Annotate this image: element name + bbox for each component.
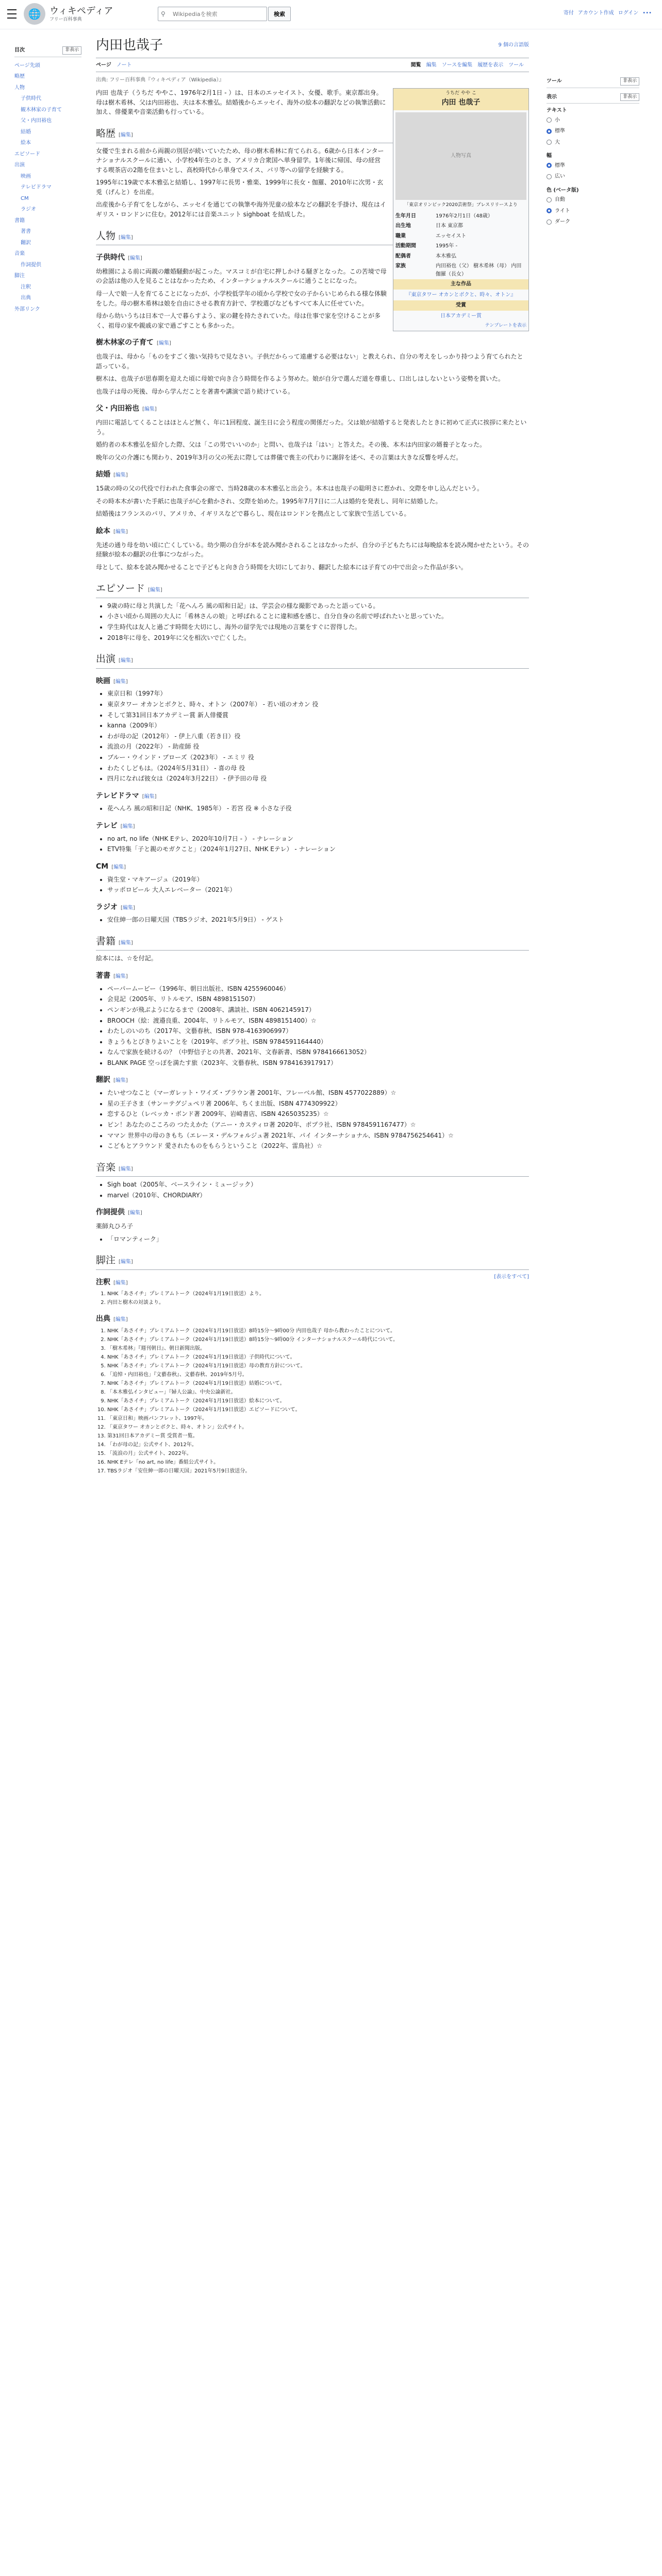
paragraph: 1995年に19歳で本木雅弘と結婚し、1997年に長男・雅楽、1999年に長女・伽羅、2010年に次男・玄兎（げんと）を出産。 xyxy=(96,179,384,196)
section-heading xyxy=(96,791,529,802)
toc-item[interactable]: エピソード xyxy=(14,151,40,157)
list-item: • BLANK PAGE 空っぽを満たす旅（2023年、文藝春秋、ISBN 9784163917917） xyxy=(107,1058,529,1068)
edit-label[interactable]: 編集 xyxy=(120,1166,131,1172)
edit-link[interactable]: [編集] xyxy=(120,823,135,829)
reference-item: 9. NHK「あさイチ」プレミアムトーク（2024年1月19日放送）絵本について。 xyxy=(107,1397,529,1405)
edit-label[interactable]: 編集 xyxy=(144,793,155,800)
reference-list xyxy=(96,1327,529,1475)
section-title: 翻訳 xyxy=(96,1076,110,1084)
paragraph: 女優で生まれる前から両親の別居が続いていたため、母の樹木希林に育てられる。6歳から日本インターナショナルスクールに通い、小学校4年生のとき、アメリカ合衆国へ単身留学。1年後に帰国、母の経営する喫茶店の2階を住まいとし、高校時代から単身でスイス、パリ等への留学を経験する。 xyxy=(96,147,384,174)
paragraph: 15歳の時の父の代役で行われた食事会の席で、当時28歳の本木雅弘と出会う。本木は也哉子の聡明さに惹かれ、交際を申し込んだという。 xyxy=(96,485,484,493)
section-heading xyxy=(96,403,529,415)
reference-item: 17. TBSラジオ「安住紳一郎の日曜天国」2021年5月9日放送分。 xyxy=(107,1467,529,1475)
tab[interactable]: ノート xyxy=(116,62,132,69)
section-title: 脚注 xyxy=(96,1255,116,1266)
list-item: • わたくしどもは。（2024年5月31日） - 喜の母 役 xyxy=(107,764,529,773)
list-item: • 星の王子さま（サン＝テグジュペリ著 2006年、ちくま出版、ISBN 4774309922） xyxy=(107,1099,529,1109)
infobox-table xyxy=(393,211,528,280)
radio-label: 広い xyxy=(555,174,565,179)
item-list xyxy=(96,804,529,814)
edit-label[interactable]: 編集 xyxy=(158,341,169,347)
from-line: 出典: フリー百科事典『ウィキペディア（Wikipedia）』 xyxy=(96,77,224,83)
section-title: テレビ xyxy=(96,821,118,830)
lyrics-artist: 薬師丸ひろ子 xyxy=(96,1223,134,1230)
section-title: エピソード xyxy=(96,583,145,595)
user-link[interactable]: 寄付 xyxy=(563,10,574,16)
infobox-value: エッセイスト xyxy=(436,233,467,239)
infobox xyxy=(393,88,529,331)
site-wordmark[interactable]: ウィキペディア xyxy=(49,6,113,16)
award-band: 受賞 xyxy=(393,300,528,311)
section-heading xyxy=(96,1075,529,1086)
tab[interactable]: 閲覧 xyxy=(410,62,421,69)
section-title: 著書 xyxy=(96,972,110,980)
edit-label[interactable]: 編集 xyxy=(120,940,131,946)
infobox-key: 活動期間 xyxy=(395,243,416,249)
edit-link[interactable]: [編集] xyxy=(121,905,135,911)
item-list xyxy=(96,1088,529,1151)
list-item: • ブルー・ウインド・ブローズ（2023年） - エミリ 役 xyxy=(107,753,529,762)
user-links xyxy=(559,9,652,18)
edit-link[interactable]: [編集] xyxy=(113,974,128,980)
section-heading xyxy=(96,1207,529,1218)
paragraph: 樹木は、也哉子が思春期を迎えた頃に母娘で向き合う時間を作るよう努めた。娘が自分で選んだ道を尊重し、口出しはしないという姿勢を貫いた。 xyxy=(96,375,505,383)
search-box[interactable] xyxy=(158,7,267,21)
display-heading: 表示 非表示 xyxy=(547,93,639,104)
list-item: • 9歳の時に母と共演した「花へんろ 風の昭和日記」は、学芸会の様な撮影であったと語っている。 xyxy=(107,601,529,611)
paragraph: 先述の通り母を幼い頃に亡くしている。幼少期の自分が本を読み聞かされることはなかったが、自分の子どもたちには毎晩絵本を読み聞かせたという。その経験が絵本の翻訳の仕事につながった。 xyxy=(96,541,529,558)
main-content xyxy=(96,31,529,1477)
item-list xyxy=(96,915,529,925)
reference-item: 15. 「流浪の月」公式サイト、2022年。 xyxy=(107,1450,529,1458)
section-title: 作詞提供 xyxy=(96,1208,125,1217)
section-title: ラジオ xyxy=(96,903,118,911)
paragraph: 也哉子は母の死後、母から学んだことを著書や講演で語り続けている。 xyxy=(96,387,294,395)
edit-label[interactable]: 編集 xyxy=(129,1210,140,1216)
section-heading xyxy=(96,1253,529,1269)
edit-link[interactable]: [編集] xyxy=(113,529,128,535)
infobox-kana: うちだ やや こ xyxy=(445,91,476,96)
section-heading xyxy=(96,652,529,668)
section-heading xyxy=(96,902,529,913)
list-item: • 安住紳一郎の日曜天国（TBSラジオ、2021年5月9日） - ゲスト xyxy=(107,915,529,925)
section-heading xyxy=(96,1277,529,1289)
radio-option[interactable] xyxy=(547,160,639,172)
edit-label[interactable]: 編集 xyxy=(115,1317,126,1323)
edit-link[interactable]: [編集] xyxy=(119,658,133,664)
reference-item: 14. 「わが母の記」公式サイト、2012年。 xyxy=(107,1441,529,1449)
edit-label[interactable]: 編集 xyxy=(113,864,124,870)
page-title: 内田也哉子 9 個の言語版 xyxy=(96,35,529,58)
toc-heading: 目次 非表示 xyxy=(14,46,81,57)
infobox-value: 1976年2月1日（48歳） xyxy=(436,213,493,219)
section-heading xyxy=(96,469,529,481)
paragraph: 結婚後はフランスのパリ、アメリカ、イギリスなどで暮らし、現在はロンドンを拠点として家族で生活している。 xyxy=(96,510,410,518)
paragraph: その時本木が書いた手紙に也哉子が心を動かされ、交際を始めた。1995年7月7日に二人は婚約を発表し、同年に結婚した。 xyxy=(96,497,442,505)
right-sidebar xyxy=(547,72,639,228)
user-link[interactable]: ••• xyxy=(642,10,652,16)
display-hide-button[interactable]: 非表示 xyxy=(620,93,639,101)
reference-item: 2. NHK「あさイチ」プレミアムトーク（2024年1月19日放送）8時15分〜9時00分 インターナショナルスクール時代について。 xyxy=(107,1336,529,1344)
toc-item[interactable]: 観木林家の子育て xyxy=(21,107,62,113)
toc-item[interactable]: ページ先頭 xyxy=(14,62,40,69)
section-title: 音楽 xyxy=(96,1161,116,1173)
tab[interactable]: ページ xyxy=(96,62,111,69)
toc-item[interactable]: 音楽 xyxy=(14,251,25,257)
radio-button[interactable] xyxy=(547,117,552,123)
list-item: • 東京日和（1997年） xyxy=(107,689,529,699)
toc-item[interactable]: テレビドラマ xyxy=(21,184,52,190)
template-link[interactable]: テンプレートを表示 xyxy=(485,323,526,329)
toc-item[interactable]: CM xyxy=(21,195,29,201)
toc-item[interactable]: 翻訳 xyxy=(21,240,31,246)
radio-label: 大 xyxy=(555,139,560,145)
edit-label[interactable]: 編集 xyxy=(129,256,140,262)
item-list xyxy=(96,875,529,895)
paragraph: 婚約者の本木雅弘を紹介した際、父は「この男でいいのか」と問い、也哉子は「はい」と答えた。その後、本木は内田家の婿養子となった。 xyxy=(96,441,486,449)
search-button[interactable]: 検索 xyxy=(268,7,291,21)
toc-item[interactable]: 外部リンク xyxy=(14,306,40,312)
infobox-name: 内田 也哉子 xyxy=(441,98,481,107)
list-item: • BROOCH（絵：渡邉良重、2004年、リトルモア、ISBN 4898151400）☆ xyxy=(107,1016,529,1026)
toc-item[interactable]: ラジオ xyxy=(21,207,36,212)
section-title: 出演 xyxy=(96,653,116,665)
reference-items xyxy=(96,1327,529,1475)
edit-label[interactable]: 編集 xyxy=(120,234,131,241)
item-list xyxy=(96,834,529,854)
edit-label[interactable]: 編集 xyxy=(115,974,126,980)
edit-link[interactable]: [編集] xyxy=(113,679,128,685)
list-item: • そして第31回日本アカデミー賞 新人俳優賞 xyxy=(107,710,529,720)
lead-paragraph: 内田 也哉子（うちだ ややこ、1976年2月1日 - ）は、日本のエッセイスト、女優、歌手。東京都出身。母は樹木希林、父は内田裕也、夫は本木雅弘。結婚後からエッセイ、海外の絵本の翻訳などの執筆活動に加え、俳優業や音楽活動も行っている。 xyxy=(96,89,386,116)
list-item: • サッポロビール 大人エレベーター（2021年） xyxy=(107,885,529,895)
reference-item: 4. NHK「あさイチ」プレミアムトーク（2024年1月19日放送）子供時代について。 xyxy=(107,1353,529,1361)
radio-label: 標準 xyxy=(555,162,565,168)
tab[interactable]: ツール xyxy=(508,62,524,69)
header xyxy=(0,0,662,29)
portrait-image[interactable]: 人物写真 xyxy=(395,112,526,200)
edit-label[interactable]: 編集 xyxy=(115,1078,126,1084)
annotation-item: 1. NHK「あさイチ」プレミアムトーク（2024年1月19日放送）より。 xyxy=(107,1290,529,1298)
section-title: 樹木林家の子育て xyxy=(96,338,154,347)
section-title: 書籍 xyxy=(96,936,116,947)
color-label: 色 (ベータ版) xyxy=(547,187,579,193)
paragraph: 幼稚園による前に両親の離婚騒動が起こった。マスコミが自宅に押しかける騒ぎとなった。この苦境で母の会話は他の人を見ることはなかったため、インターナショナルスクールに通うことになった。 xyxy=(96,267,387,285)
reference-item: 16. NHK Eテレ「no art, no life」番組公式サイト。 xyxy=(107,1459,529,1466)
edit-link[interactable]: [編集] xyxy=(113,1078,128,1084)
toc-item[interactable]: 著書 xyxy=(21,229,31,234)
toc-item[interactable]: 作詞提供 xyxy=(21,262,41,268)
reference-item: 10. NHK「あさイチ」プレミアムトーク（2024年1月19日放送）エピソードについて。 xyxy=(107,1406,529,1414)
radio-option[interactable] xyxy=(547,206,639,217)
list-item: • 小さい頃から周囲の大人に「希林さんの娘」と呼ばれることに違和感を感じ、自分自身の名前で呼ばれたいと思っていた。 xyxy=(107,612,529,621)
radio-option[interactable] xyxy=(547,137,639,148)
paragraph: 母一人で娘一人を育てることになったが、小学校低学年の頃から学校で女の子からいじめられる様な体験をした。母の樹木希林は娘を自由にさせる教育方針で、学校選びなどもすべて本人に任せていた。 xyxy=(96,290,387,307)
radio-label: 小 xyxy=(555,117,560,123)
edit-label[interactable]: 編集 xyxy=(120,1259,131,1265)
search-icon: ⚲ xyxy=(161,10,166,18)
section-title: 映画 xyxy=(96,676,110,685)
edit-link[interactable]: [編集] xyxy=(157,341,171,347)
infobox-row xyxy=(393,221,528,231)
radio-button[interactable] xyxy=(547,163,552,168)
list-item: • ETV特集「子と親のモガクこと」（2024年1月27日、NHK Eテレ） - ナレーション xyxy=(107,844,529,854)
radio-button[interactable] xyxy=(547,208,552,213)
section-title: 出典 xyxy=(96,1315,110,1324)
toc-item[interactable]: 絵本 xyxy=(21,140,31,146)
toc-item[interactable]: 映画 xyxy=(21,173,31,179)
infobox-value: 1995年 - xyxy=(436,243,458,249)
show-all-notes-toggle[interactable]: [表示をすべて] xyxy=(494,1274,529,1280)
infobox-key: 出生地 xyxy=(395,223,411,229)
width-label: 幅 xyxy=(547,153,552,159)
edit-link[interactable]: [編集] xyxy=(128,256,142,262)
tab[interactable]: 履歴を表示 xyxy=(477,62,504,69)
section-title: 人物 xyxy=(96,230,116,242)
edit-link[interactable]: [編集] xyxy=(142,793,157,800)
toc-item[interactable]: 父・内田裕也 xyxy=(21,118,52,124)
edit-label[interactable]: 編集 xyxy=(122,905,133,911)
user-link[interactable]: アカウント作成 xyxy=(577,10,614,16)
edit-label[interactable]: 編集 xyxy=(115,679,126,685)
list-item: • わが母の記（2012年） - 伊上八重（若き日）役 xyxy=(107,732,529,741)
edit-label[interactable]: 編集 xyxy=(144,406,155,413)
text-size-label: テキスト xyxy=(547,108,567,113)
toc-item[interactable]: 子供時代 xyxy=(21,96,41,101)
annotation-item: 2. 内田と樹木の対談より。 xyxy=(107,1299,529,1307)
reference-item: 11. 「東京日和」映画パンフレット、1997年。 xyxy=(107,1415,529,1422)
edit-link[interactable]: [編集] xyxy=(148,587,162,594)
section-heading xyxy=(96,1314,529,1325)
tools-heading: ツール 非表示 xyxy=(547,77,639,88)
list-item: • 2018年に母を、2019年に父を相次いで亡くした。 xyxy=(107,633,529,643)
section-title: 結婚 xyxy=(96,470,110,479)
wikipedia-logo[interactable]: 🌐 xyxy=(24,3,45,25)
section-heading xyxy=(96,676,529,687)
toc-item[interactable]: 注釈 xyxy=(21,284,31,290)
reference-item: 7. NHK「あさイチ」プレミアムトーク（2024年1月19日放送）結婚について。 xyxy=(107,1380,529,1387)
item-list xyxy=(96,1234,529,1244)
section-title: 注釈 xyxy=(96,1278,110,1286)
radio-button[interactable] xyxy=(547,129,552,134)
radio-option[interactable] xyxy=(547,194,639,206)
works-band: 主な作品 xyxy=(393,279,528,290)
section-heading xyxy=(96,861,529,873)
list-item: • Sigh boat（2005年、ベースライン・ミュージック） xyxy=(107,1180,529,1190)
section-title: CM xyxy=(96,862,109,871)
infobox-key: 生年月日 xyxy=(395,213,416,219)
radio-option[interactable] xyxy=(547,126,639,137)
section-heading xyxy=(96,526,529,537)
edit-label[interactable]: 編集 xyxy=(115,529,126,535)
paragraph: 出産後から子育てをしながら、エッセイを通じての執筆や海外児童の絵本などの翻訳を手掛け、現在はイギリス・ロンドンに住む。2012年には音楽ユニット sighboat を結成した。 xyxy=(96,201,386,218)
edit-link[interactable]: [編集] xyxy=(113,1317,128,1323)
reference-item: 5. NHK「あさイチ」プレミアムトーク（2024年1月19日放送）母の教育方針について。 xyxy=(107,1362,529,1370)
table-of-contents xyxy=(14,46,81,315)
toc-item[interactable]: 出典 xyxy=(21,295,31,301)
edit-link[interactable]: [編集] xyxy=(119,940,133,946)
edit-link[interactable]: [編集] xyxy=(119,234,133,241)
paragraph: 母から幼いうちは日本で一人で暮らすよう、家の鍵を持たされていた。母は仕事で家を空けることが多く、祖母の家や親戚の家で過ごすことも多かった。 xyxy=(96,312,381,329)
list-item: • 花へんろ 風の昭和日記（NHK、1985年） - 若宮 役 ※ 小さな子役 xyxy=(107,804,529,814)
radio-button[interactable] xyxy=(547,174,552,179)
radio-label: ライト xyxy=(555,208,570,214)
toc-item[interactable]: 脚注 xyxy=(14,273,25,279)
list-item: • こどもとアラウンド 愛されたものをもらうということ（2022年、雷鳥社）☆ xyxy=(107,1141,529,1151)
edit-label[interactable]: 編集 xyxy=(122,823,133,829)
infobox-key: 家族 xyxy=(395,263,406,269)
infobox-header xyxy=(393,89,528,110)
tools-hide-button[interactable]: 非表示 xyxy=(620,77,639,86)
site-tagline: フリー百科事典 xyxy=(49,17,82,22)
item-list xyxy=(96,601,529,642)
main-menu-icon[interactable] xyxy=(7,9,16,19)
edit-link[interactable]: [編集] xyxy=(142,406,157,413)
infobox-row xyxy=(393,211,528,222)
paragraph: 内田に電話してくることはほとんど無く、年に1回程度、誕生日に会う程度の関係だった。父は娘が結婚すると発表したときに初めて正式に挨拶に来たという。 xyxy=(96,419,527,436)
list-item: • marvel（2010年、CHORDIARY） xyxy=(107,1191,529,1200)
section-heading xyxy=(96,1160,529,1177)
list-item: • no art, no life（NHK Eテレ、2020年10月7日 - ） - ナレーション xyxy=(107,834,529,844)
list-item: • たいせつなこと（マーガレット・ワイズ・ブラウン著 2001年、フレーベル館、ISBN 4577022889）☆ xyxy=(107,1088,529,1098)
item-list xyxy=(96,689,529,783)
list-item: • kanna（2009年） xyxy=(107,721,529,731)
award-value[interactable]: 日本アカデミー賞 xyxy=(440,313,482,319)
list-item: • 会見記（2005年、リトルモア、ISBN 4898151507） xyxy=(107,994,529,1004)
edit-link[interactable]: [編集] xyxy=(128,1210,142,1216)
infobox-key: 配偶者 xyxy=(395,253,411,259)
reference-item: 6. 「追悼・内田裕也」『文藝春秋』、文藝春秋、2019年5月号。 xyxy=(107,1371,529,1379)
radio-label: 自動 xyxy=(555,197,565,202)
list-item: • きょうもとびきりよいことを（2019年、ポプラ社、ISBN 9784591164440） xyxy=(107,1037,529,1047)
list-item: • ペーパームービー（1996年、朝日出版社、ISBN 4255960046） xyxy=(107,984,529,994)
list-item: • 資生堂・マキアージュ（2019年） xyxy=(107,875,529,885)
list-item: • ペンギンが飛ぶようになるまで（2008年、講談社、ISBN 4062145917） xyxy=(107,1005,529,1015)
list-item: • 「ロマンティーク」 xyxy=(107,1234,529,1244)
language-button[interactable]: 9 個の言語版 xyxy=(498,42,529,48)
image-caption: 「東京オリンピック2020芸術祭」プレスリリースより xyxy=(404,202,518,208)
annotation-items xyxy=(96,1290,529,1307)
edit-label[interactable]: 編集 xyxy=(120,132,131,139)
section-title: 略歴 xyxy=(96,128,116,140)
works-value[interactable]: 『東京タワー オカンとボクと、時々、オトン』 xyxy=(406,292,516,298)
reference-item: 12. 「東京タワー オカンとボクと、時々、オトン」公式サイト。 xyxy=(107,1423,529,1431)
infobox-value: 日本 東京都 xyxy=(436,223,464,229)
user-link[interactable]: ログイン xyxy=(618,10,639,16)
toc-hide-button[interactable]: 非表示 xyxy=(62,46,81,55)
list-item: • 流浪の月（2022年） - 助産師 役 xyxy=(107,742,529,752)
radio-label: 標準 xyxy=(555,128,565,134)
toc-item[interactable]: 出演 xyxy=(14,162,25,168)
toc-item[interactable]: 人物 xyxy=(14,84,25,91)
infobox-row xyxy=(393,251,528,262)
list-item: • なんで家族を続けるの？（中野信子との共著、2021年、文春新書、ISBN 9784166613052） xyxy=(107,1047,529,1057)
infobox-row xyxy=(393,231,528,242)
radio-option[interactable] xyxy=(547,216,639,228)
radio-label: ダーク xyxy=(555,219,570,225)
paragraph: 也哉子は、母から「ものをすごく強い気持ちで見なさい。子供だからって遠慮する必要はない」と教えられ、自分の考えをしっかり持つよう育てられたと語っている。 xyxy=(96,353,523,370)
edit-link[interactable]: [編集] xyxy=(111,864,126,870)
infobox-row xyxy=(393,261,528,279)
item-list xyxy=(96,984,529,1068)
list-item: • 東京タワー オカンとボクと、時々、オトン（2007年） - 若い頃のオカン 役 xyxy=(107,700,529,709)
tab[interactable]: 編集 xyxy=(426,62,437,69)
toc-item[interactable]: 書籍 xyxy=(14,217,25,224)
section-title: 父・内田裕也 xyxy=(96,404,139,413)
paragraph: 母として、絵本を読み聞かせることで子どもと向き合う時間を大切にしており、翻訳した絵本には子育ての中で出会った作品が多い。 xyxy=(96,563,467,571)
toc-item[interactable]: 略歴 xyxy=(14,74,25,79)
list-item: • 学生時代は友人と過ごす時間を大切にし、海外の留学先では現地の言葉をすぐに習得した。 xyxy=(107,622,529,632)
radio-button[interactable] xyxy=(547,219,552,225)
list-item: • ママン 世界中の母のきもち（エレーヌ・デルフォルジュ著 2021年、パイ インターナショナル、ISBN 9784756254641）☆ xyxy=(107,1131,529,1141)
section-heading xyxy=(96,337,529,349)
item-list xyxy=(96,1180,529,1200)
infobox-key: 職業 xyxy=(395,233,406,239)
list-item: • 恋するひと（レベッカ・ボンド著 2009年、岩崎書店、ISBN 4265035235）☆ xyxy=(107,1109,529,1119)
list-item: • ピン！あなたのこころの つたえかた（アニー・カスティロ著 2020年、ポプラ社、ISBN 9784591167477）☆ xyxy=(107,1120,529,1130)
section-heading xyxy=(96,581,529,598)
section-heading xyxy=(96,934,529,951)
section-title: テレビドラマ xyxy=(96,791,139,800)
edit-label[interactable]: 編集 xyxy=(115,472,126,479)
infobox-value: 内田裕也（父） 樹木希林（母） 内田伽羅（長女） xyxy=(436,263,522,277)
section-heading xyxy=(96,821,529,832)
section-title: 子供時代 xyxy=(96,253,125,262)
page-tabs xyxy=(96,58,529,72)
radio-option[interactable] xyxy=(547,171,639,182)
radio-option[interactable] xyxy=(547,115,639,126)
edit-link[interactable]: [編集] xyxy=(113,472,128,479)
section-title: 絵本 xyxy=(96,527,110,535)
radio-button[interactable] xyxy=(547,197,552,202)
reference-item: 13. 第31回日本アカデミー賞 受賞者一覧。 xyxy=(107,1432,529,1440)
reference-item: 3. 「樹木希林」『週刊朝日』、朝日新聞出版。 xyxy=(107,1345,529,1352)
edit-label[interactable]: 編集 xyxy=(150,587,160,594)
books-note: 絵本には、☆を付記。 xyxy=(96,955,157,962)
annotation-list xyxy=(96,1290,529,1307)
tab[interactable]: ソースを編集 xyxy=(441,62,473,69)
reference-item: 8. 「本木雅弘インタビュー」『婦人公論』、中央公論新社。 xyxy=(107,1388,529,1396)
radio-button[interactable] xyxy=(547,140,552,145)
edit-link[interactable]: [編集] xyxy=(113,1280,128,1286)
paragraph: 晩年の父の介護にも関わり、2019年3月の父の死去に際しては葬儀で喪主の代わりに謝辞を述べ、その言葉は大きな反響を呼んだ。 xyxy=(96,453,462,461)
edit-link[interactable]: [編集] xyxy=(119,132,133,139)
edit-label[interactable]: 編集 xyxy=(120,658,131,664)
edit-link[interactable]: [編集] xyxy=(119,1166,133,1172)
section-heading xyxy=(96,971,529,982)
infobox-row xyxy=(393,241,528,251)
reference-item: 1. NHK「あさイチ」プレミアムトーク（2024年1月19日放送）8時15分〜9時00分 内田也哉子 母から教わったことについて。 xyxy=(107,1327,529,1335)
edit-link[interactable]: [編集] xyxy=(119,1259,133,1265)
list-item: • わたしのいのち（2017年、文藝春秋、ISBN 978-4163906997） xyxy=(107,1026,529,1036)
infobox-value: 本木雅弘 xyxy=(436,253,456,259)
toc-item[interactable]: 結婚 xyxy=(21,129,31,135)
list-item: • 四月になれば彼女は（2024年3月22日） - 伊予田の母 役 xyxy=(107,774,529,784)
search-input[interactable] xyxy=(172,10,267,18)
edit-label[interactable]: 編集 xyxy=(115,1280,126,1286)
